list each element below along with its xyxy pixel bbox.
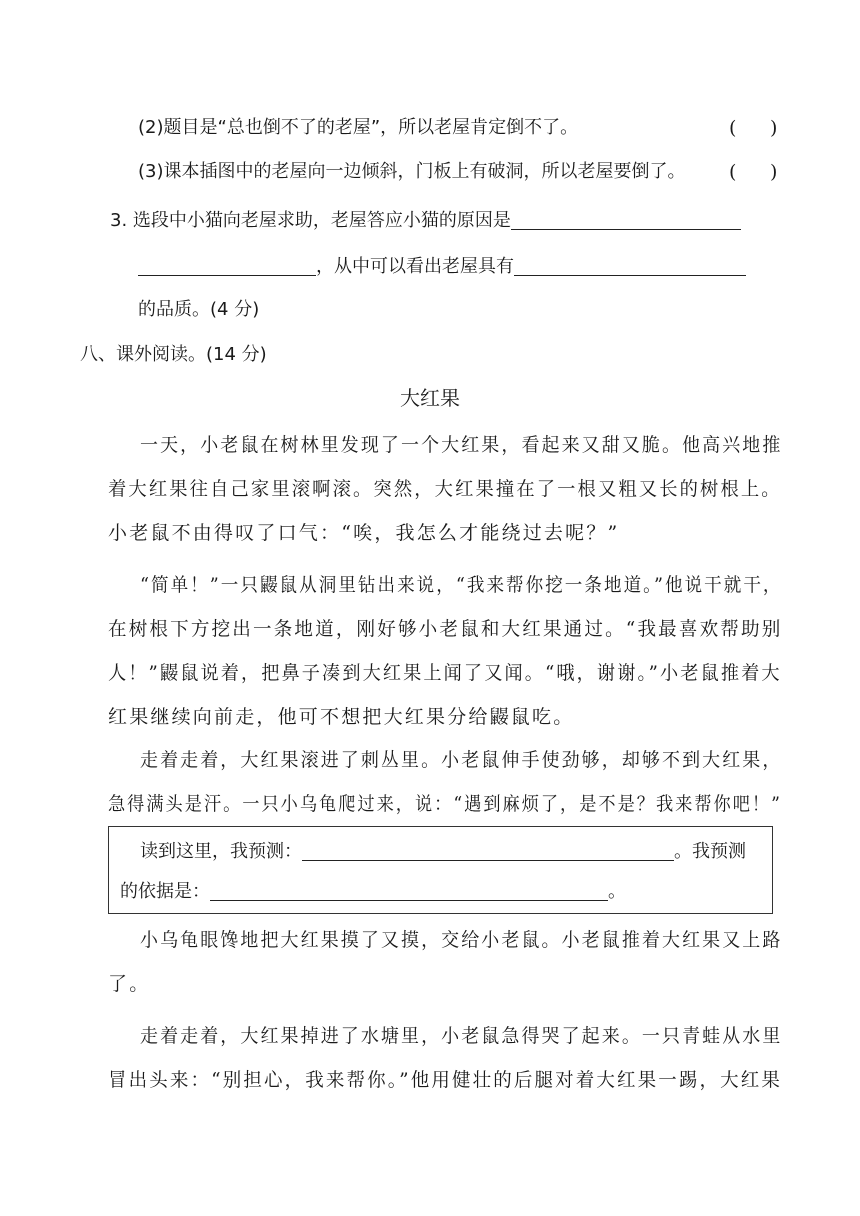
answer-blank[interactable] [138,255,316,276]
answer-blank[interactable] [511,209,741,230]
question-3-line-2 [138,254,746,280]
prediction-line [140,839,746,865]
prediction-blank[interactable] [302,840,674,861]
basis-label: 的依据是： [120,881,210,902]
story-line: 冒出头来：“别担心，我来帮你。”他用健壮的后腿对着大红果一踢，大红果 [108,1069,783,1091]
question-2-3: (3)课本插图中的老屋向一边倾斜，门板上有破洞，所以老屋要倒了。 [138,161,686,182]
answer-bracket-close: ) [770,161,778,183]
story-line: 一天，小老鼠在树林里发现了一个大红果，看起来又甜又脆。他高兴地推 [140,434,783,456]
basis-line [120,879,626,905]
story-line: 着大红果往自己家里滚啊滚。突然，大红果撞在了一根又粗又长的树根上。 [108,478,782,500]
question-3-mid-text: ，从中可以看出老屋具有 [316,256,514,277]
prediction-label: 读到这里，我预测： [140,841,302,862]
story-line: “简单！”一只鼹鼠从洞里钻出来说，“我来帮你挖一条地道。”他说干就干， [140,574,783,596]
answer-bracket-close: ) [770,117,778,139]
story-line: 小老鼠不由得叹了口气：“唉，我怎么才能绕过去呢？” [108,522,620,544]
story-title: 大红果 [400,386,460,410]
basis-blank[interactable] [210,880,608,901]
story-line: 小乌龟眼馋地把大红果摸了又摸，交给小老鼠。小老鼠推着大红果又上路 [140,929,783,951]
story-line: 人！”鼹鼠说着，把鼻子凑到大红果上闻了又闻。“哦，谢谢。”小老鼠推着大 [108,662,782,684]
prediction-end: 。我预测 [674,841,746,862]
question-2-2: (2)题目是“总也倒不了的老屋”，所以老屋肯定倒不了。 [138,117,579,138]
section-heading: 八、课外阅读。(14 分) [80,344,267,365]
question-3-text: 3. 选段中小猫向老屋求助，老屋答应小猫的原因是 [110,210,511,231]
story-line: 了。 [108,973,151,995]
answer-bracket-open: ( [729,161,737,183]
story-line: 在树根下方挖出一条地道，刚好够小老鼠和大红果通过。“我最喜欢帮助别 [108,618,783,640]
story-line: 走着走着，大红果滚进了刺丛里。小老鼠伸手使劲够，却够不到大红果， [140,749,783,771]
basis-end: 。 [608,881,626,902]
story-line: 红果继续向前走，他可不想把大红果分给鼹鼠吃。 [108,706,575,728]
question-3-end: 的品质。(4 分) [138,299,260,320]
story-line: 急得满头是汗。一只小乌龟爬过来，说：“遇到麻烦了，是不是？我来帮你吧！” [108,793,782,815]
prediction-box [108,826,773,914]
answer-blank[interactable] [514,255,746,276]
answer-bracket-open: ( [729,117,737,139]
story-line: 走着走着，大红果掉进了水塘里，小老鼠急得哭了起来。一只青蛙从水里 [140,1025,783,1047]
question-3 [110,208,741,234]
